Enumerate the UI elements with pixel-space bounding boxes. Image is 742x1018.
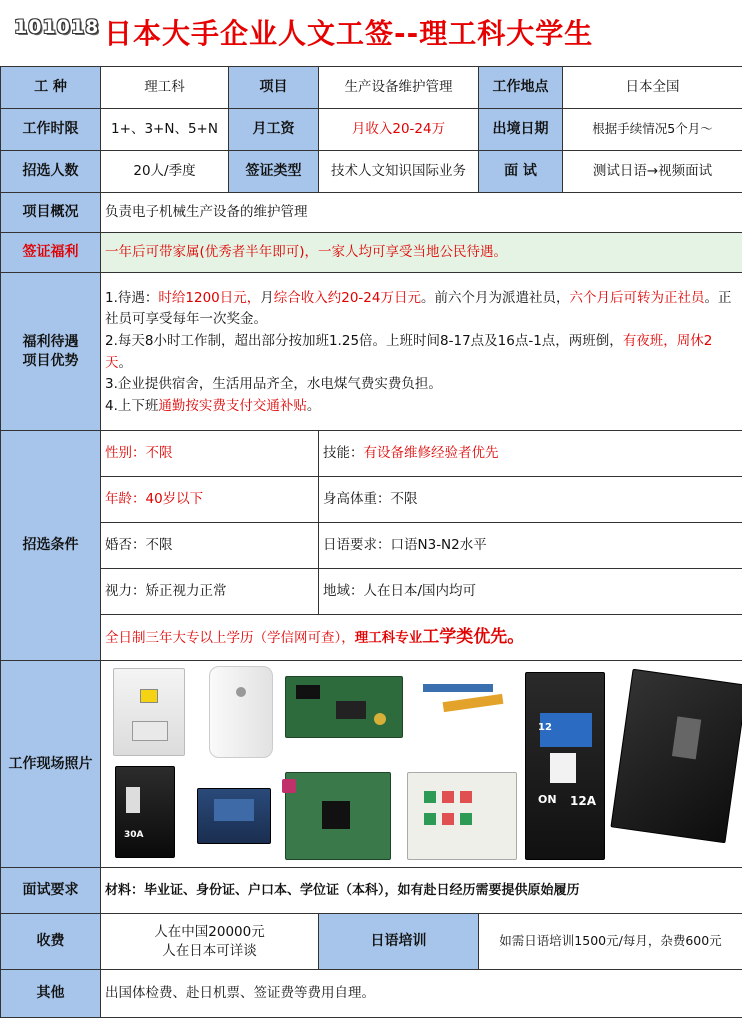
value-interview: 测试日语→视频面试 [563,151,742,193]
benefit-line-2: 2.每天8小时工作制，超出部分按加班1.25倍。上班时间8-17点及16点-1点，两班倒，有夜班，周休2天。 [105,332,713,371]
page-header [0,0,742,66]
black-breaker-12a-icon: 12 12A ON [525,672,605,860]
flex-cable-strip-icon [413,678,513,722]
job-info-table [0,66,742,1018]
label-overview: 项目概况 [1,193,101,233]
circuit-board-green-icon [285,676,403,738]
row-req-1 [1,431,742,477]
blue-relay-module-icon [197,788,271,844]
value-fee [101,914,319,970]
label-fee: 收费 [1,914,101,970]
req-region: 地域：人在日本/国内均可 [319,569,742,615]
label-visa-type: 签证类型 [229,151,319,193]
value-headcount: 20人/季度 [101,151,229,193]
row-photos [1,661,742,868]
value-interview-req: 材料：毕业证、身份证、户口本、学位证（本科），如有赴日经历需要提供原始履历 [101,868,742,914]
row-req-5 [1,615,742,661]
page-title: 日本大手企业人文工签--理工科大学生 [104,17,594,50]
row-benefits [1,273,742,431]
label-benefits-line2: 项目优势 [22,352,79,369]
label-project: 项目 [229,67,319,109]
label-work-location: 工作地点 [479,67,563,109]
value-work-location: 日本全国 [563,67,742,109]
circuit-board-small-icon [285,772,391,860]
row-other [1,970,742,1018]
fee-japan: 人在日本可详谈 [162,942,257,959]
listing-code: 101018 [14,16,100,38]
req-skill: 技能：有设备维修经验者优先 [319,431,742,477]
value-benefits [101,273,742,431]
value-work-term: 1+、3+N、5+N [101,109,229,151]
row-req-4 [1,569,742,615]
label-visa-benefit: 签证福利 [1,233,101,273]
req-body: 身高体重：不限 [319,477,742,523]
value-other: 出国体检费、赴日机票、签证费等费用自理。 [101,970,742,1018]
row-basic-1 [1,67,742,109]
value-japanese-training: 如需日语培训1500元/每月，杂费600元 [479,914,742,970]
black-breaker-angled-icon [610,668,742,843]
label-interview-req: 面试要求 [1,868,101,914]
label-headcount: 招选人数 [1,151,101,193]
value-job-type: 理工科 [101,67,229,109]
req-education: 全日制三年大专以上学历（学信网可查），理工科专业工学类优先。 [101,615,742,661]
value-visa-type: 技术人文知识国际业务 [319,151,479,193]
label-departure-date: 出境日期 [479,109,563,151]
row-basic-2 [1,109,742,151]
req-age: 年龄：40岁以下 [101,477,319,523]
photo-grid-cell [101,661,742,868]
row-overview [1,193,742,233]
label-monthly-salary: 月工资 [229,109,319,151]
row-interview-req [1,868,742,914]
label-other: 其他 [1,970,101,1018]
req-gender: 性别：不限 [101,431,319,477]
req-vision: 视力：矫正视力正常 [101,569,319,615]
photo-grid [101,662,742,867]
label-photos: 工作现场照片 [1,661,101,868]
label-interview: 面 试 [479,151,563,193]
row-fee [1,914,742,970]
row-visa-benefit [1,233,742,273]
label-japanese-training: 日语培训 [319,914,479,970]
row-req-2 [1,477,742,523]
value-departure-date: 根据手续情况5个月～ [563,109,742,151]
value-overview: 负责电子机械生产设备的维护管理 [101,193,742,233]
label-requirements: 招选条件 [1,431,101,661]
white-outlet-adapter-icon [209,666,273,758]
residual-current-breaker-icon [113,668,185,756]
label-work-term: 工作时限 [1,109,101,151]
value-visa-benefit: 一年后可带家属(优秀者半年即可)，一家人均可享受当地公民待遇。 [101,233,742,273]
value-monthly-salary: 月收入20-24万 [319,109,479,151]
control-panel-box-icon [407,772,517,860]
fee-china: 人在中国20000元 [154,924,265,941]
label-job-type: 工 种 [1,67,101,109]
value-project: 生产设备维护管理 [319,67,479,109]
small-breaker-30a-icon: 30A [115,766,175,858]
req-japanese: 日语要求：口语N3-N2水平 [319,523,742,569]
label-benefits-line1: 福利待遇 [22,333,79,350]
req-married: 婚否：不限 [101,523,319,569]
benefit-line-3: 3.企业提供宿舍，生活用品齐全，水电煤气费实费负担。 [105,376,442,393]
row-basic-3 [1,151,742,193]
benefit-line-4: 4.上下班通勤按实费支付交通补贴。 [105,397,321,414]
row-req-3 [1,523,742,569]
label-benefits [1,273,101,431]
benefit-line-1: 1.待遇：时给1200日元，月综合收入约20-24万日元。前六个月为派遣社员，六个月后可转为正社员。正社员可享受每年一次奖金。 [105,289,732,328]
